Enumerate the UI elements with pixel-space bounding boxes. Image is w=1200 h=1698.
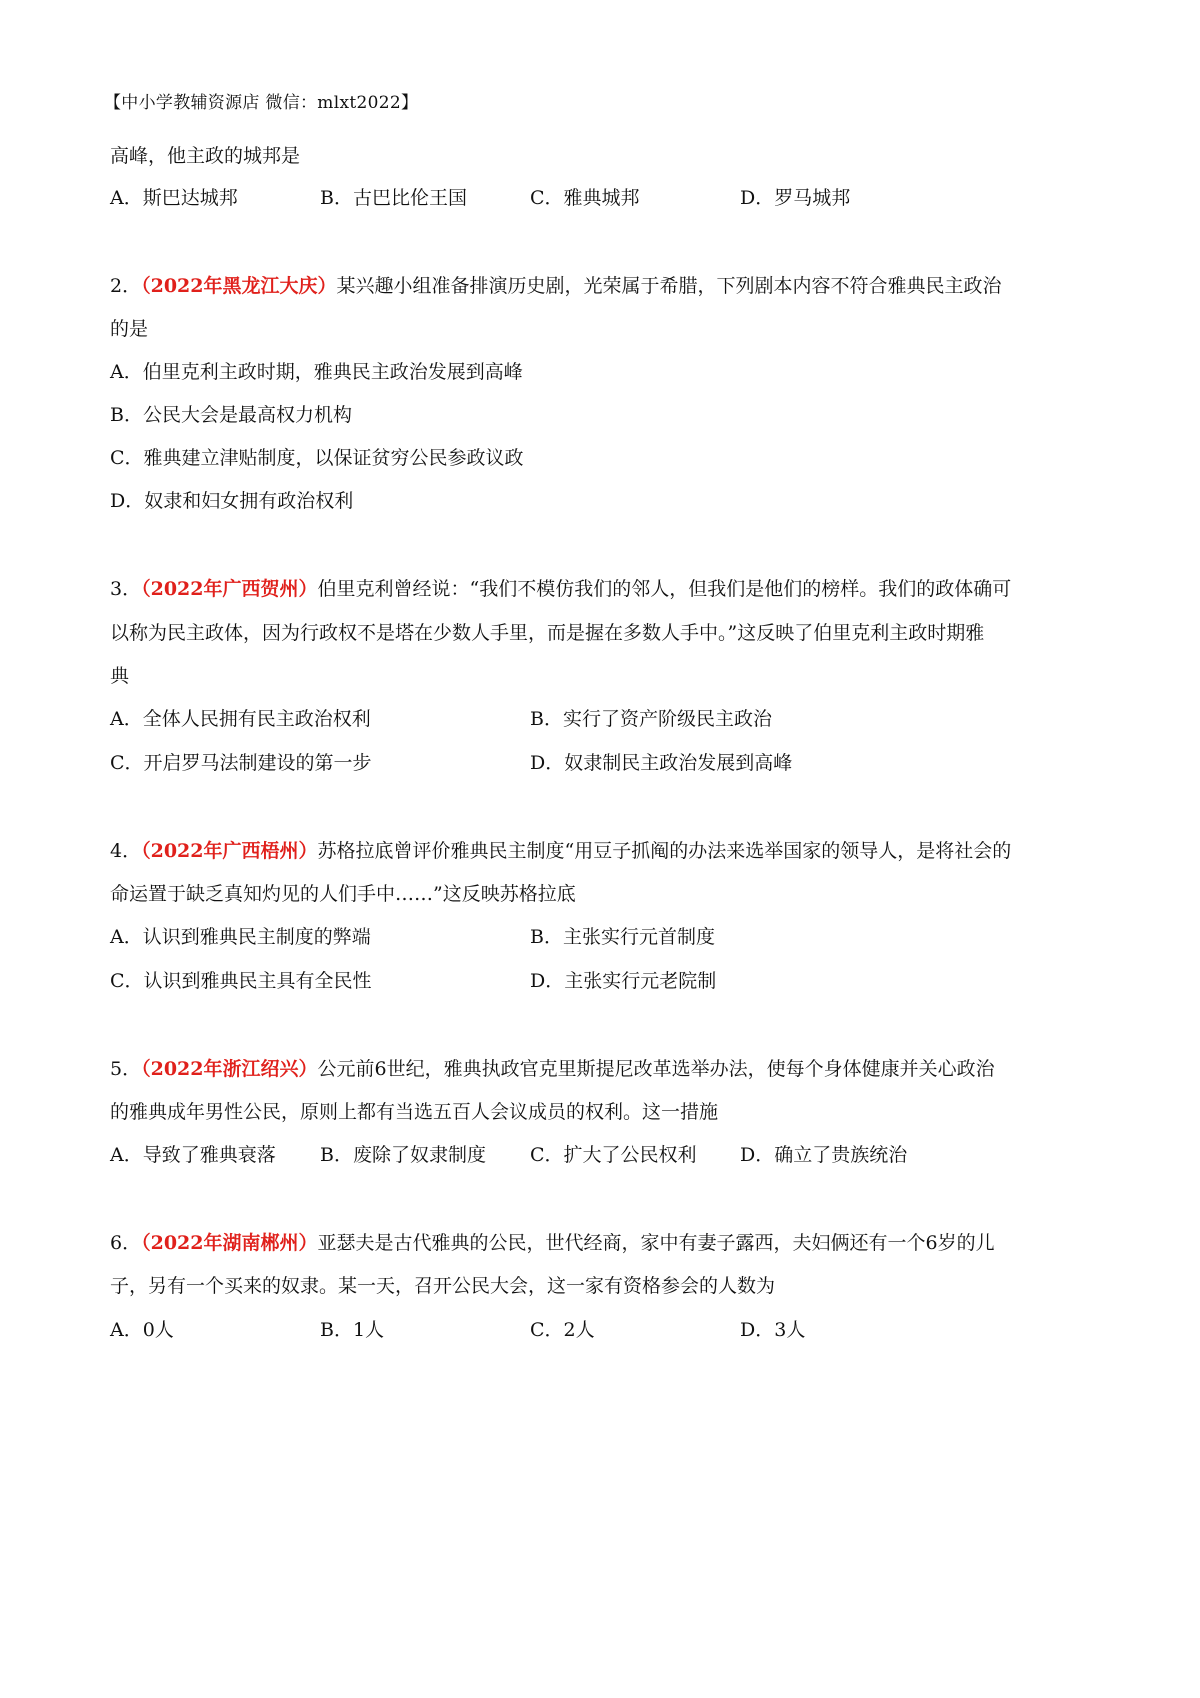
q3-stem-line1 — [110, 577, 1011, 601]
q2-text: 某兴趣小组准备排演历史剧，光荣属于希腊，下列剧本内容不符合雅典民主政治 — [336, 275, 1002, 297]
q3-source: （2022年广西贺州） — [141, 578, 318, 600]
q6-text: 亚瑟夫是古代雅典的公民，世代经商，家中有妻子露西，夫妇俩还有一个6岁的儿 — [317, 1232, 995, 1254]
q1-option-d: D．罗马城邦 — [740, 187, 851, 209]
q6-stem-line2: 子，另有一个买来的奴隶。某一天，召开公民大会，这一家有资格参会的人数为 — [110, 1275, 776, 1297]
q5-stem-line1 — [110, 1057, 995, 1081]
q2-option-d: D．奴隶和妇女拥有政治权利 — [110, 490, 354, 512]
q4-text: 苏格拉底曾评价雅典民主制度“用豆子抓阄的办法来选举国家的领导人，是将社会的 — [317, 840, 1012, 862]
q4-option-b: B．主张实行元首制度 — [530, 926, 715, 948]
page-header: 【中小学教辅资源店 微信：mlxt2022】 — [104, 93, 419, 113]
q6-source: （2022年湖南郴州） — [141, 1232, 318, 1254]
q6-option-d: D．3人 — [740, 1319, 806, 1341]
q3-option-b: B．实行了资产阶级民主政治 — [530, 708, 772, 730]
q4-source: （2022年广西梧州） — [141, 840, 318, 862]
q4-stem-line1 — [110, 839, 1011, 863]
q2-stem-line2: 的是 — [110, 318, 149, 340]
q3-option-d: D．奴隶制民主政治发展到高峰 — [530, 752, 793, 774]
q2-option-c: C．雅典建立津贴制度，以保证贫穷公民参政议政 — [110, 447, 524, 469]
q3-text: 伯里克利曾经说：“我们不模仿我们的邻人，但我们是他们的榜样。我们的政体确可 — [317, 578, 1012, 600]
q5-stem-line2: 的雅典成年男性公民，原则上都有当选五百人会议成员的权利。这一措施 — [110, 1101, 719, 1123]
q6-option-c: C．2人 — [530, 1319, 595, 1341]
q5-option-d: D．确立了贵族统治 — [740, 1144, 908, 1166]
q4-option-c: C．认识到雅典民主具有全民性 — [110, 970, 372, 992]
q6-stem-line1 — [110, 1231, 995, 1255]
q2-option-a: A．伯里克利主政时期，雅典民主政治发展到高峰 — [110, 361, 523, 383]
q1-option-b: B．古巴比伦王国 — [320, 187, 467, 209]
q6-option-b: B．1人 — [320, 1319, 385, 1341]
q5-option-a: A．导致了雅典衰落 — [110, 1144, 276, 1166]
q5-option-b: B．废除了奴隶制度 — [320, 1144, 486, 1166]
q3-stem-line2: 以称为民主政体，因为行政权不是塔在少数人手里，而是握在多数人手中。”这反映了伯里克利主政时期雅 — [110, 622, 985, 644]
q4-option-a: A．认识到雅典民主制度的弊端 — [110, 926, 371, 948]
q5-text: 公元前6世纪，雅典执政官克里斯提尼改革选举办法，使每个身体健康并关心政治 — [317, 1058, 995, 1080]
q2-source: （2022年黑龙江大庆） — [141, 275, 337, 297]
q4-option-d: D．主张实行元老院制 — [530, 970, 717, 992]
q5-source: （2022年浙江绍兴） — [141, 1058, 318, 1080]
q5-option-c: C．扩大了公民权利 — [530, 1144, 697, 1166]
q3-number: 3． — [110, 578, 142, 600]
q4-stem-line2: 命运置于缺乏真知灼见的人们手中……”这反映苏格拉底 — [110, 883, 576, 905]
q1-option-c: C．雅典城邦 — [530, 187, 640, 209]
q4-number: 4． — [110, 840, 142, 862]
q1-option-a: A．斯巴达城邦 — [110, 187, 238, 209]
q3-stem-line3: 典 — [110, 665, 130, 687]
q5-number: 5． — [110, 1058, 142, 1080]
q2-option-b: B．公民大会是最高权力机构 — [110, 404, 352, 426]
q1-continuation: 高峰，他主政的城邦是 — [110, 145, 301, 167]
q3-option-c: C．开启罗马法制建设的第一步 — [110, 752, 372, 774]
q2-stem-line1 — [110, 274, 1002, 298]
q3-option-a: A．全体人民拥有民主政治权利 — [110, 708, 371, 730]
q2-number: 2． — [110, 275, 142, 297]
q6-number: 6． — [110, 1232, 142, 1254]
q6-option-a: A．0人 — [110, 1319, 174, 1341]
